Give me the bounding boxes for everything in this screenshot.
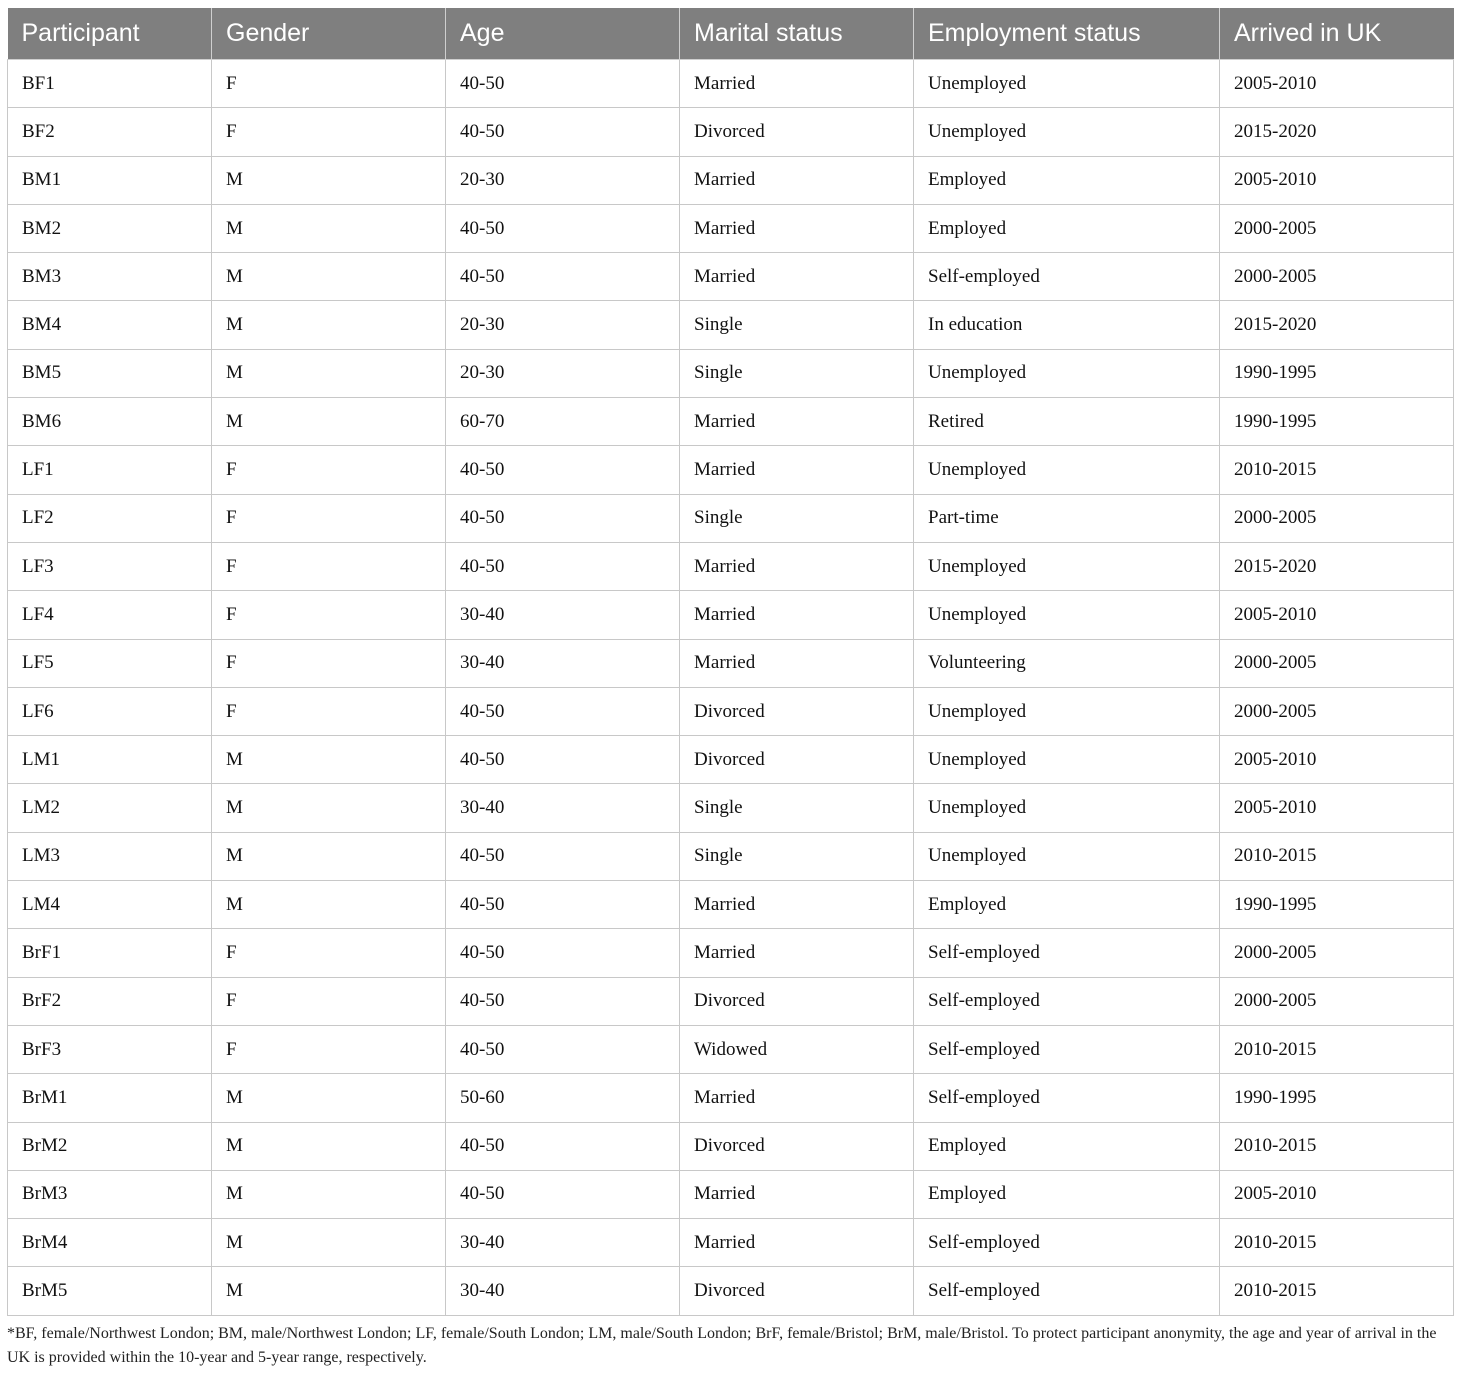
table-row	[8, 494, 1454, 542]
cell-gender: F	[212, 591, 446, 639]
table-row	[8, 446, 1454, 494]
cell-arrived-in-uk: 2005-2010	[1220, 156, 1454, 204]
table-row	[8, 108, 1454, 156]
cell-participant: BrF2	[8, 977, 212, 1025]
cell-arrived-in-uk: 2005-2010	[1220, 736, 1454, 784]
cell-arrived-in-uk: 2005-2010	[1220, 591, 1454, 639]
cell-employment-status: Unemployed	[914, 542, 1220, 590]
cell-marital-status: Married	[680, 639, 914, 687]
cell-employment-status: Self-employed	[914, 1219, 1220, 1267]
cell-arrived-in-uk: 2010-2015	[1220, 832, 1454, 880]
table-row	[8, 349, 1454, 397]
cell-arrived-in-uk: 2015-2020	[1220, 108, 1454, 156]
cell-marital-status: Single	[680, 494, 914, 542]
table-row	[8, 301, 1454, 349]
table-row	[8, 929, 1454, 977]
cell-age: 30-40	[446, 784, 680, 832]
cell-employment-status: Retired	[914, 398, 1220, 446]
table-row	[8, 1074, 1454, 1122]
cell-participant: BF2	[8, 108, 212, 156]
cell-participant: LM1	[8, 736, 212, 784]
table-body	[8, 60, 1454, 1316]
cell-participant: BrM1	[8, 1074, 212, 1122]
cell-participant: BM2	[8, 204, 212, 252]
cell-age: 40-50	[446, 1170, 680, 1218]
cell-age: 40-50	[446, 832, 680, 880]
cell-gender: M	[212, 736, 446, 784]
table-row	[8, 736, 1454, 784]
cell-arrived-in-uk: 2000-2005	[1220, 977, 1454, 1025]
cell-participant: LF1	[8, 446, 212, 494]
cell-age: 40-50	[446, 687, 680, 735]
cell-marital-status: Married	[680, 253, 914, 301]
cell-marital-status: Married	[680, 929, 914, 977]
table-row	[8, 1219, 1454, 1267]
cell-age: 40-50	[446, 108, 680, 156]
cell-age: 40-50	[446, 204, 680, 252]
cell-employment-status: Part-time	[914, 494, 1220, 542]
cell-marital-status: Married	[680, 1074, 914, 1122]
column-header-marital-status: Marital status	[680, 8, 914, 60]
cell-employment-status: Unemployed	[914, 591, 1220, 639]
cell-marital-status: Single	[680, 784, 914, 832]
cell-marital-status: Divorced	[680, 736, 914, 784]
cell-employment-status: Employed	[914, 881, 1220, 929]
cell-employment-status: Self-employed	[914, 929, 1220, 977]
cell-age: 40-50	[446, 1025, 680, 1073]
cell-marital-status: Divorced	[680, 687, 914, 735]
table-row	[8, 1170, 1454, 1218]
cell-gender: M	[212, 1170, 446, 1218]
cell-employment-status: Self-employed	[914, 1025, 1220, 1073]
table-row	[8, 881, 1454, 929]
cell-gender: F	[212, 446, 446, 494]
cell-gender: F	[212, 1025, 446, 1073]
column-header-age: Age	[446, 8, 680, 60]
cell-marital-status: Married	[680, 446, 914, 494]
cell-marital-status: Single	[680, 832, 914, 880]
cell-participant: LF3	[8, 542, 212, 590]
cell-arrived-in-uk: 2015-2020	[1220, 301, 1454, 349]
cell-age: 40-50	[446, 977, 680, 1025]
table-row	[8, 1267, 1454, 1315]
cell-employment-status: Unemployed	[914, 687, 1220, 735]
cell-marital-status: Married	[680, 398, 914, 446]
cell-participant: LM3	[8, 832, 212, 880]
cell-arrived-in-uk: 2010-2015	[1220, 1122, 1454, 1170]
cell-gender: F	[212, 60, 446, 108]
cell-employment-status: Unemployed	[914, 784, 1220, 832]
cell-gender: M	[212, 204, 446, 252]
cell-age: 40-50	[446, 494, 680, 542]
table-row	[8, 204, 1454, 252]
cell-participant: BrM3	[8, 1170, 212, 1218]
cell-age: 60-70	[446, 398, 680, 446]
cell-arrived-in-uk: 2010-2015	[1220, 1025, 1454, 1073]
cell-participant: BM6	[8, 398, 212, 446]
cell-marital-status: Divorced	[680, 1267, 914, 1315]
cell-arrived-in-uk: 2000-2005	[1220, 687, 1454, 735]
cell-marital-status: Married	[680, 1219, 914, 1267]
cell-employment-status: Employed	[914, 1170, 1220, 1218]
cell-participant: BF1	[8, 60, 212, 108]
cell-gender: M	[212, 1122, 446, 1170]
cell-marital-status: Divorced	[680, 977, 914, 1025]
cell-employment-status: Self-employed	[914, 977, 1220, 1025]
cell-employment-status: Self-employed	[914, 1267, 1220, 1315]
cell-arrived-in-uk: 2000-2005	[1220, 929, 1454, 977]
column-header-gender: Gender	[212, 8, 446, 60]
cell-employment-status: Unemployed	[914, 736, 1220, 784]
cell-gender: M	[212, 1219, 446, 1267]
cell-employment-status: Unemployed	[914, 60, 1220, 108]
cell-age: 30-40	[446, 1219, 680, 1267]
cell-participant: BrM5	[8, 1267, 212, 1315]
cell-employment-status: Volunteering	[914, 639, 1220, 687]
cell-arrived-in-uk: 2000-2005	[1220, 204, 1454, 252]
cell-gender: M	[212, 881, 446, 929]
cell-marital-status: Married	[680, 591, 914, 639]
cell-age: 50-60	[446, 1074, 680, 1122]
cell-arrived-in-uk: 1990-1995	[1220, 349, 1454, 397]
cell-arrived-in-uk: 2000-2005	[1220, 494, 1454, 542]
cell-participant: LF2	[8, 494, 212, 542]
cell-arrived-in-uk: 2010-2015	[1220, 446, 1454, 494]
table-row	[8, 784, 1454, 832]
cell-arrived-in-uk: 2005-2010	[1220, 60, 1454, 108]
cell-age: 30-40	[446, 1267, 680, 1315]
cell-employment-status: Unemployed	[914, 832, 1220, 880]
column-header-arrived-in-uk: Arrived in UK	[1220, 8, 1454, 60]
cell-arrived-in-uk: 2000-2005	[1220, 253, 1454, 301]
cell-arrived-in-uk: 2015-2020	[1220, 542, 1454, 590]
cell-arrived-in-uk: 2005-2010	[1220, 784, 1454, 832]
cell-arrived-in-uk: 1990-1995	[1220, 881, 1454, 929]
cell-participant: BrM2	[8, 1122, 212, 1170]
cell-participant: LF5	[8, 639, 212, 687]
cell-age: 40-50	[446, 736, 680, 784]
table-row	[8, 398, 1454, 446]
cell-marital-status: Divorced	[680, 1122, 914, 1170]
cell-age: 40-50	[446, 1122, 680, 1170]
cell-age: 40-50	[446, 253, 680, 301]
table-row	[8, 977, 1454, 1025]
table-row	[8, 687, 1454, 735]
cell-arrived-in-uk: 2000-2005	[1220, 639, 1454, 687]
cell-marital-status: Single	[680, 301, 914, 349]
table-footnote: *BF, female/Northwest London; BM, male/Northwest London; LF, female/South London; LM, male/South London; BrF, female/Bristol; BrM, male/Bristol. To protect participant anonymity, the age and year of arrival in the UK is provided within the 10-year and 5-year range, respectively.	[7, 1325, 1437, 1366]
cell-gender: F	[212, 542, 446, 590]
cell-employment-status: Self-employed	[914, 1074, 1220, 1122]
cell-gender: M	[212, 398, 446, 446]
cell-employment-status: Self-employed	[914, 253, 1220, 301]
cell-employment-status: Unemployed	[914, 108, 1220, 156]
cell-participant: BrF1	[8, 929, 212, 977]
cell-arrived-in-uk: 1990-1995	[1220, 398, 1454, 446]
cell-gender: M	[212, 253, 446, 301]
cell-gender: F	[212, 108, 446, 156]
table-row	[8, 156, 1454, 204]
cell-arrived-in-uk: 2005-2010	[1220, 1170, 1454, 1218]
participants-table	[7, 8, 1454, 1316]
participants-table-container	[7, 8, 1453, 1316]
cell-employment-status: In education	[914, 301, 1220, 349]
cell-marital-status: Divorced	[680, 108, 914, 156]
cell-age: 40-50	[446, 542, 680, 590]
cell-age: 20-30	[446, 156, 680, 204]
cell-participant: BM3	[8, 253, 212, 301]
cell-marital-status: Married	[680, 1170, 914, 1218]
cell-participant: BM1	[8, 156, 212, 204]
cell-age: 40-50	[446, 929, 680, 977]
cell-age: 20-30	[446, 349, 680, 397]
cell-participant: BrM4	[8, 1219, 212, 1267]
cell-age: 20-30	[446, 301, 680, 349]
table-row	[8, 591, 1454, 639]
table-row	[8, 542, 1454, 590]
header-row	[8, 8, 1454, 60]
cell-employment-status: Unemployed	[914, 349, 1220, 397]
cell-gender: M	[212, 349, 446, 397]
cell-employment-status: Employed	[914, 1122, 1220, 1170]
cell-age: 40-50	[446, 446, 680, 494]
cell-participant: LF4	[8, 591, 212, 639]
table-row	[8, 1122, 1454, 1170]
table-row	[8, 639, 1454, 687]
cell-participant: BrF3	[8, 1025, 212, 1073]
cell-gender: F	[212, 929, 446, 977]
cell-participant: LM4	[8, 881, 212, 929]
cell-gender: M	[212, 1074, 446, 1122]
cell-participant: BM5	[8, 349, 212, 397]
cell-gender: M	[212, 784, 446, 832]
table-row	[8, 832, 1454, 880]
cell-participant: LM2	[8, 784, 212, 832]
table-header	[8, 8, 1454, 60]
cell-age: 40-50	[446, 881, 680, 929]
cell-marital-status: Single	[680, 349, 914, 397]
cell-marital-status: Married	[680, 156, 914, 204]
column-header-participant: Participant	[8, 8, 212, 60]
table-row	[8, 253, 1454, 301]
table-row	[8, 60, 1454, 108]
table-row	[8, 1025, 1454, 1073]
cell-employment-status: Unemployed	[914, 446, 1220, 494]
cell-age: 30-40	[446, 591, 680, 639]
cell-age: 30-40	[446, 639, 680, 687]
cell-arrived-in-uk: 2010-2015	[1220, 1267, 1454, 1315]
cell-employment-status: Employed	[914, 204, 1220, 252]
cell-arrived-in-uk: 2010-2015	[1220, 1219, 1454, 1267]
cell-marital-status: Married	[680, 60, 914, 108]
cell-gender: M	[212, 301, 446, 349]
cell-marital-status: Married	[680, 204, 914, 252]
cell-gender: F	[212, 494, 446, 542]
cell-gender: M	[212, 1267, 446, 1315]
cell-marital-status: Widowed	[680, 1025, 914, 1073]
cell-marital-status: Married	[680, 542, 914, 590]
cell-marital-status: Married	[680, 881, 914, 929]
cell-age: 40-50	[446, 60, 680, 108]
cell-employment-status: Employed	[914, 156, 1220, 204]
cell-participant: BM4	[8, 301, 212, 349]
cell-participant: LF6	[8, 687, 212, 735]
cell-gender: F	[212, 977, 446, 1025]
cell-gender: M	[212, 832, 446, 880]
cell-gender: M	[212, 156, 446, 204]
cell-gender: F	[212, 687, 446, 735]
column-header-employment-status: Employment status	[914, 8, 1220, 60]
cell-gender: F	[212, 639, 446, 687]
cell-arrived-in-uk: 1990-1995	[1220, 1074, 1454, 1122]
